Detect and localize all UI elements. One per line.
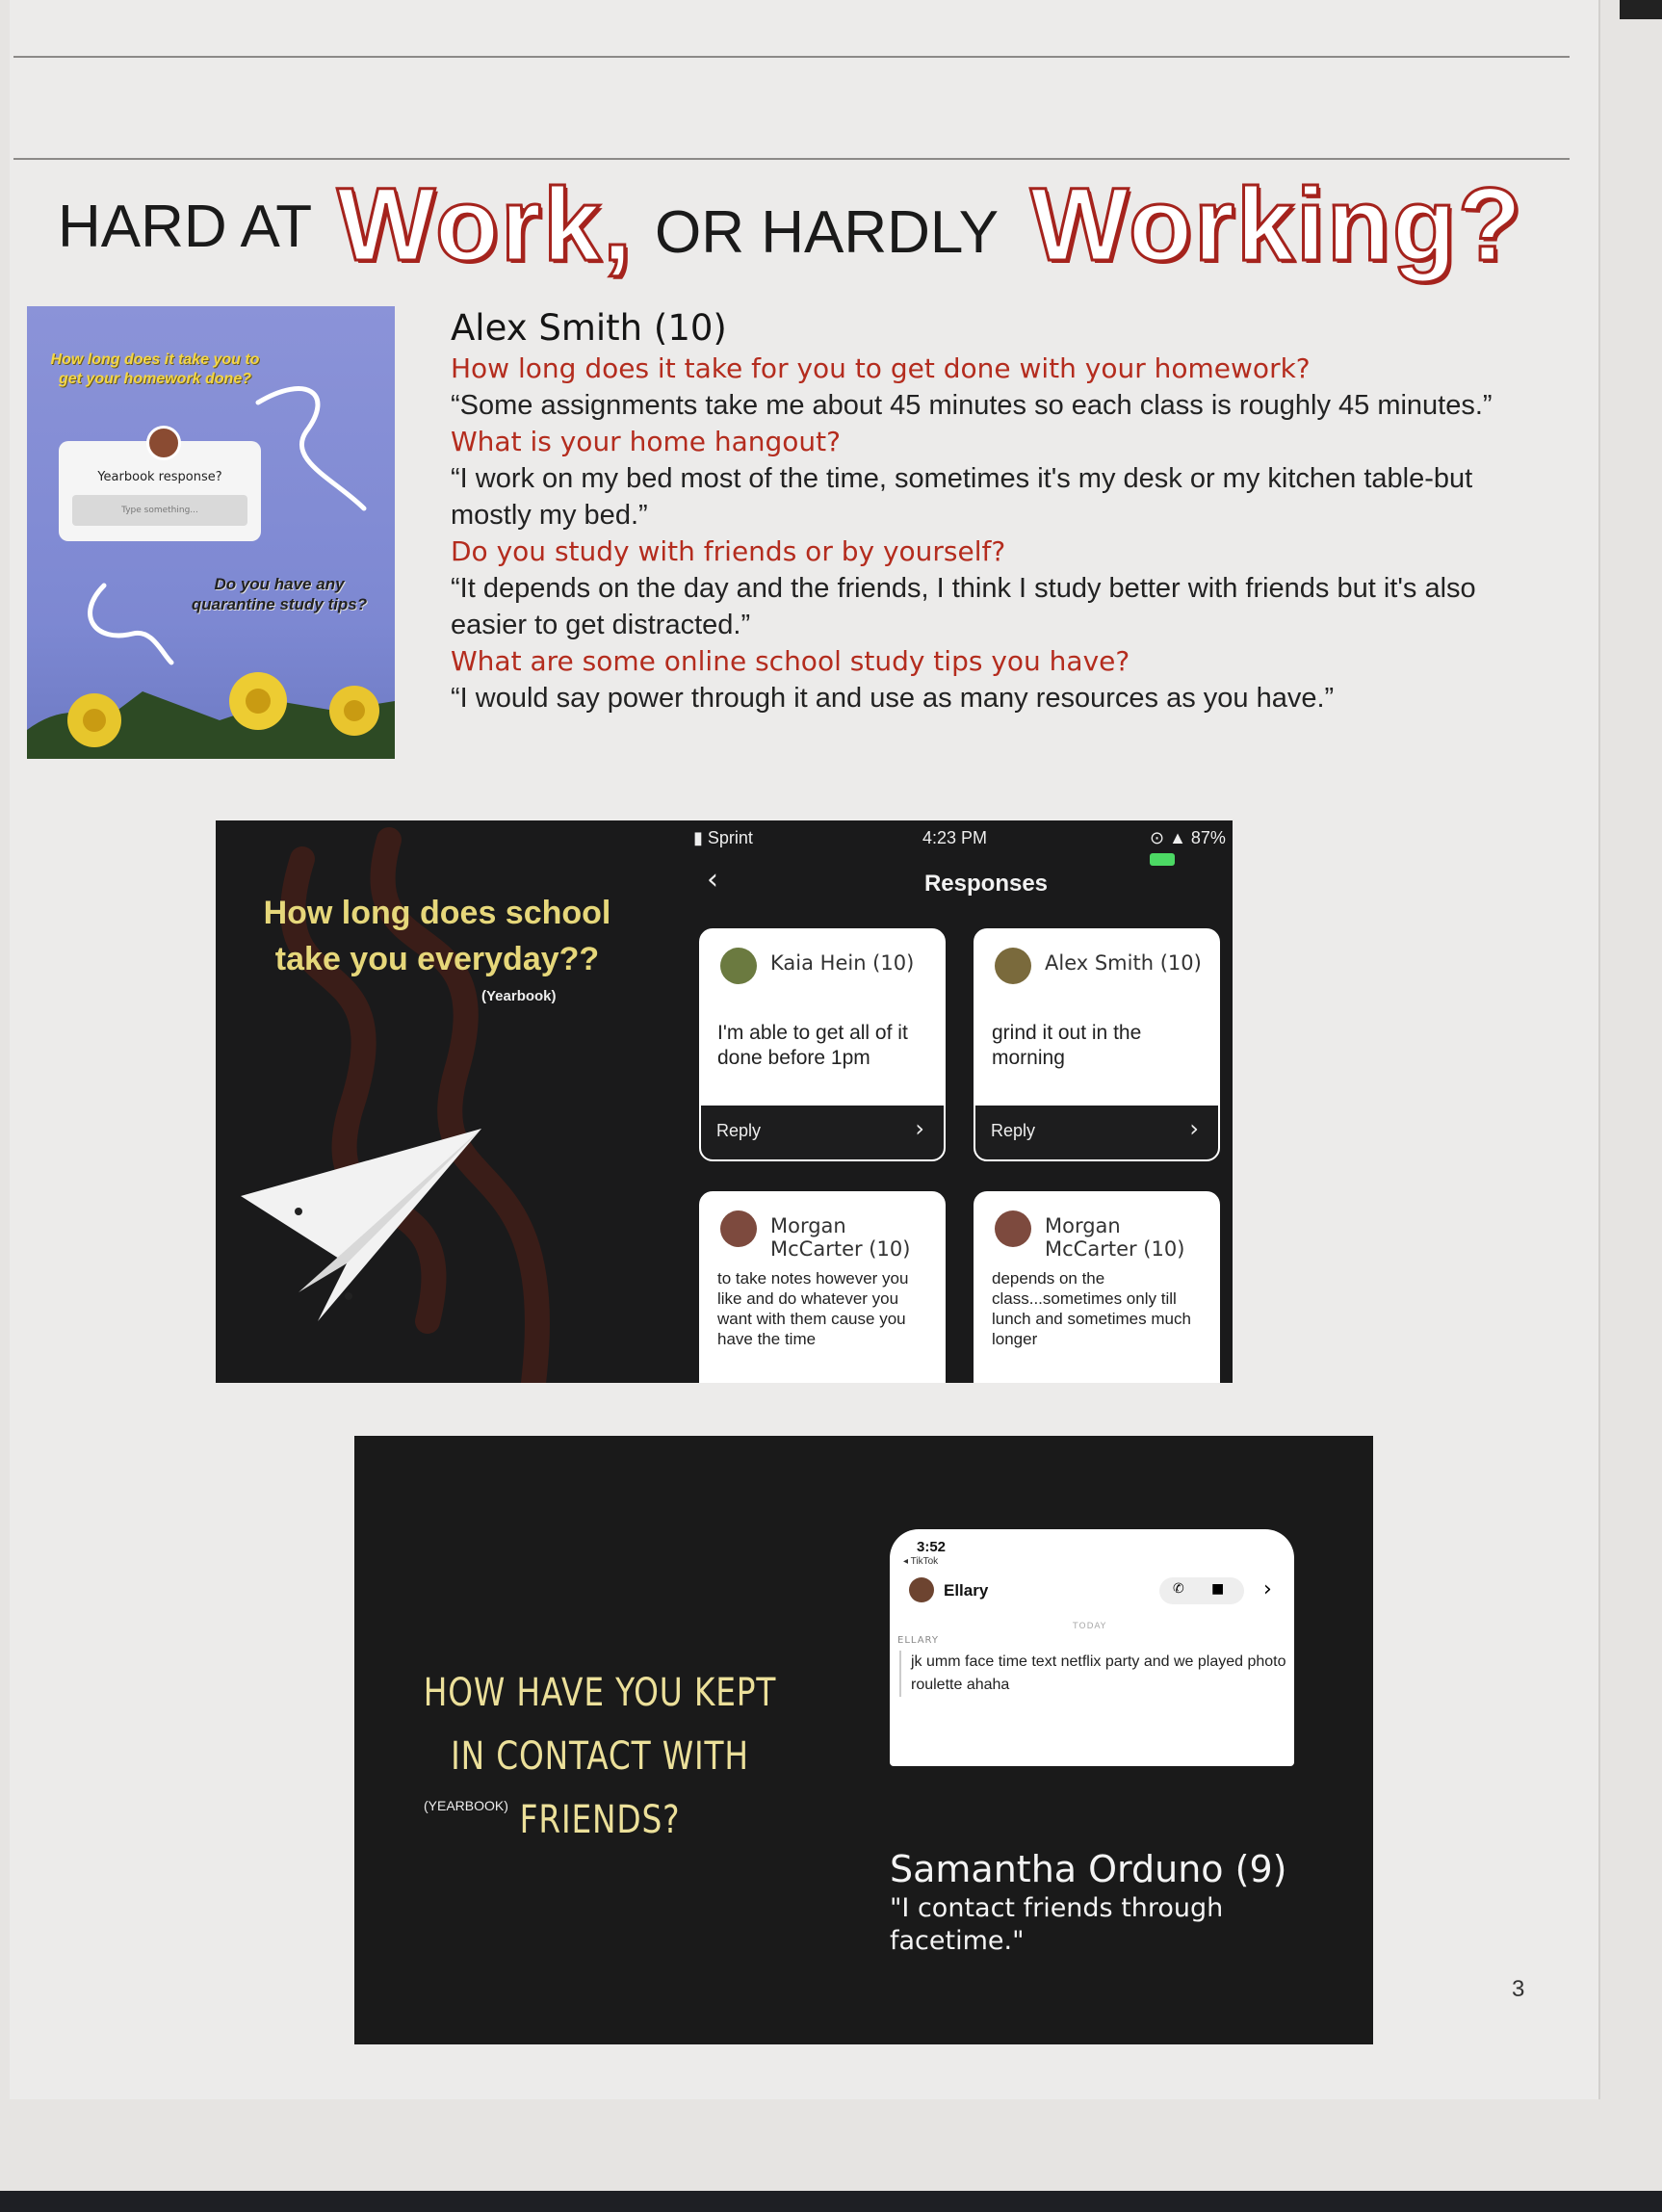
chevron-left-icon[interactable]: ‹ bbox=[707, 863, 718, 897]
responses-screenshot bbox=[216, 820, 1233, 1383]
back-to-app[interactable]: ◂ TikTok bbox=[903, 1556, 939, 1567]
video-icon[interactable]: ■ bbox=[1211, 1581, 1225, 1597]
headline-work: Work, bbox=[337, 166, 635, 282]
header-rule bbox=[13, 158, 1570, 160]
responses-title: Responses bbox=[923, 871, 1049, 897]
response-text: grind it out in the morning bbox=[992, 1022, 1142, 1069]
yellow-roses-image bbox=[27, 653, 395, 759]
top-rule bbox=[13, 56, 1570, 58]
response-text: to take notes however you like and do whatever you want with them cause you have the time bbox=[717, 1269, 909, 1348]
carrier-label: ▮ Sprint bbox=[693, 828, 753, 847]
sender-label: ELLARY bbox=[897, 1635, 939, 1646]
avatar bbox=[146, 426, 181, 460]
responder-name: Morgan McCarter (10) bbox=[770, 1214, 911, 1261]
avatar bbox=[720, 1210, 757, 1247]
response-card[interactable] bbox=[699, 1191, 946, 1383]
chevron-right-icon[interactable]: › bbox=[1263, 1577, 1272, 1601]
page-edge-bottom bbox=[0, 2191, 1662, 2212]
avatar bbox=[995, 948, 1031, 984]
phone-time: 3:52 bbox=[917, 1539, 947, 1555]
contact-name: Ellary bbox=[944, 1581, 989, 1600]
paper-plane-icon bbox=[241, 1129, 491, 1321]
yearbook-tag: (YEARBOOK) bbox=[424, 1798, 508, 1813]
question-3: Do you study with friends or by yourself? bbox=[451, 535, 1006, 567]
contact-screenshot bbox=[354, 1436, 1373, 2044]
headline-part-1: HARD AT bbox=[58, 194, 313, 260]
student-name: Samantha Orduno (9) bbox=[890, 1848, 1287, 1890]
school-question: How long does school take you everyday?? bbox=[263, 895, 611, 977]
reply-button[interactable]: Reply bbox=[991, 1121, 1036, 1140]
avatar bbox=[995, 1210, 1031, 1247]
page-number: 3 bbox=[1512, 1976, 1525, 2002]
contact-question: HOW HAVE YOU KEPT IN CONTACT WITH FRIENDS? bbox=[423, 1671, 777, 1842]
question-2: What is your home hangout? bbox=[451, 426, 842, 457]
story-question-2: Do you have any quarantine study tips? bbox=[191, 575, 368, 613]
battery-label: ⊙ ▲ 87% bbox=[1150, 828, 1233, 869]
headline-working: Working? bbox=[1030, 166, 1523, 282]
clock-label: 4:23 PM bbox=[922, 828, 988, 847]
response-text: I'm able to get all of it done before 1pm bbox=[717, 1022, 908, 1069]
page-edge bbox=[1620, 0, 1662, 19]
response-card[interactable] bbox=[699, 928, 946, 1161]
answer-1: “Some assignments take me about 45 minutes so each class is roughly 45 minutes.” bbox=[451, 390, 1493, 421]
answer-4: “I would say power through it and use as many resources as you have.” bbox=[451, 683, 1335, 714]
avatar bbox=[909, 1577, 934, 1602]
story-question: How long does it take you to get your homework done? bbox=[50, 351, 260, 387]
response-text: depends on the class...sometimes only till lunch and sometimes much longer bbox=[992, 1269, 1191, 1348]
chevron-right-icon[interactable]: › bbox=[915, 1115, 924, 1142]
phone-icon[interactable]: ✆ bbox=[1173, 1581, 1184, 1597]
response-card[interactable] bbox=[974, 928, 1220, 1161]
sticker-input[interactable]: Type something... bbox=[72, 495, 247, 526]
avatar bbox=[720, 948, 757, 984]
instagram-story-homework bbox=[27, 306, 395, 759]
date-divider: TODAY bbox=[1073, 1622, 1107, 1631]
reply-button[interactable]: Reply bbox=[716, 1121, 762, 1140]
sticker-label: Yearbook response? bbox=[97, 470, 222, 484]
answer-3: “It depends on the day and the friends, I think I study better with friends but it's also easier to get distracted.” bbox=[451, 573, 1476, 640]
swirl-arrow-icon bbox=[248, 374, 374, 518]
chevron-right-icon[interactable]: › bbox=[1189, 1115, 1199, 1142]
yearbook-tag: (Yearbook) bbox=[481, 988, 557, 1004]
responder-name: Kaia Hein (10) bbox=[770, 951, 915, 975]
message-screenshot bbox=[890, 1529, 1294, 1766]
question-4: What are some online school study tips you have? bbox=[451, 645, 1130, 677]
interviewee-name: Alex Smith (10) bbox=[451, 307, 727, 349]
interview-block bbox=[451, 306, 1519, 716]
message-text: jk umm face time text netflix party and we played photo roulette ahaha bbox=[899, 1651, 1296, 1697]
responder-name: Alex Smith (10) bbox=[1045, 951, 1202, 975]
response-card[interactable] bbox=[974, 1191, 1220, 1383]
question-1: How long does it take for you to get done with your homework? bbox=[451, 352, 1311, 384]
responder-name: Morgan McCarter (10) bbox=[1045, 1214, 1185, 1261]
headline-part-3: OR HARDLY bbox=[655, 199, 1000, 266]
answer-2: “I work on my bed most of the time, sometimes it's my desk or my kitchen table-but mostly my bed.” bbox=[451, 463, 1473, 531]
student-quote: "I contact friends through facetime." bbox=[890, 1893, 1224, 1956]
call-buttons[interactable] bbox=[1159, 1577, 1244, 1604]
